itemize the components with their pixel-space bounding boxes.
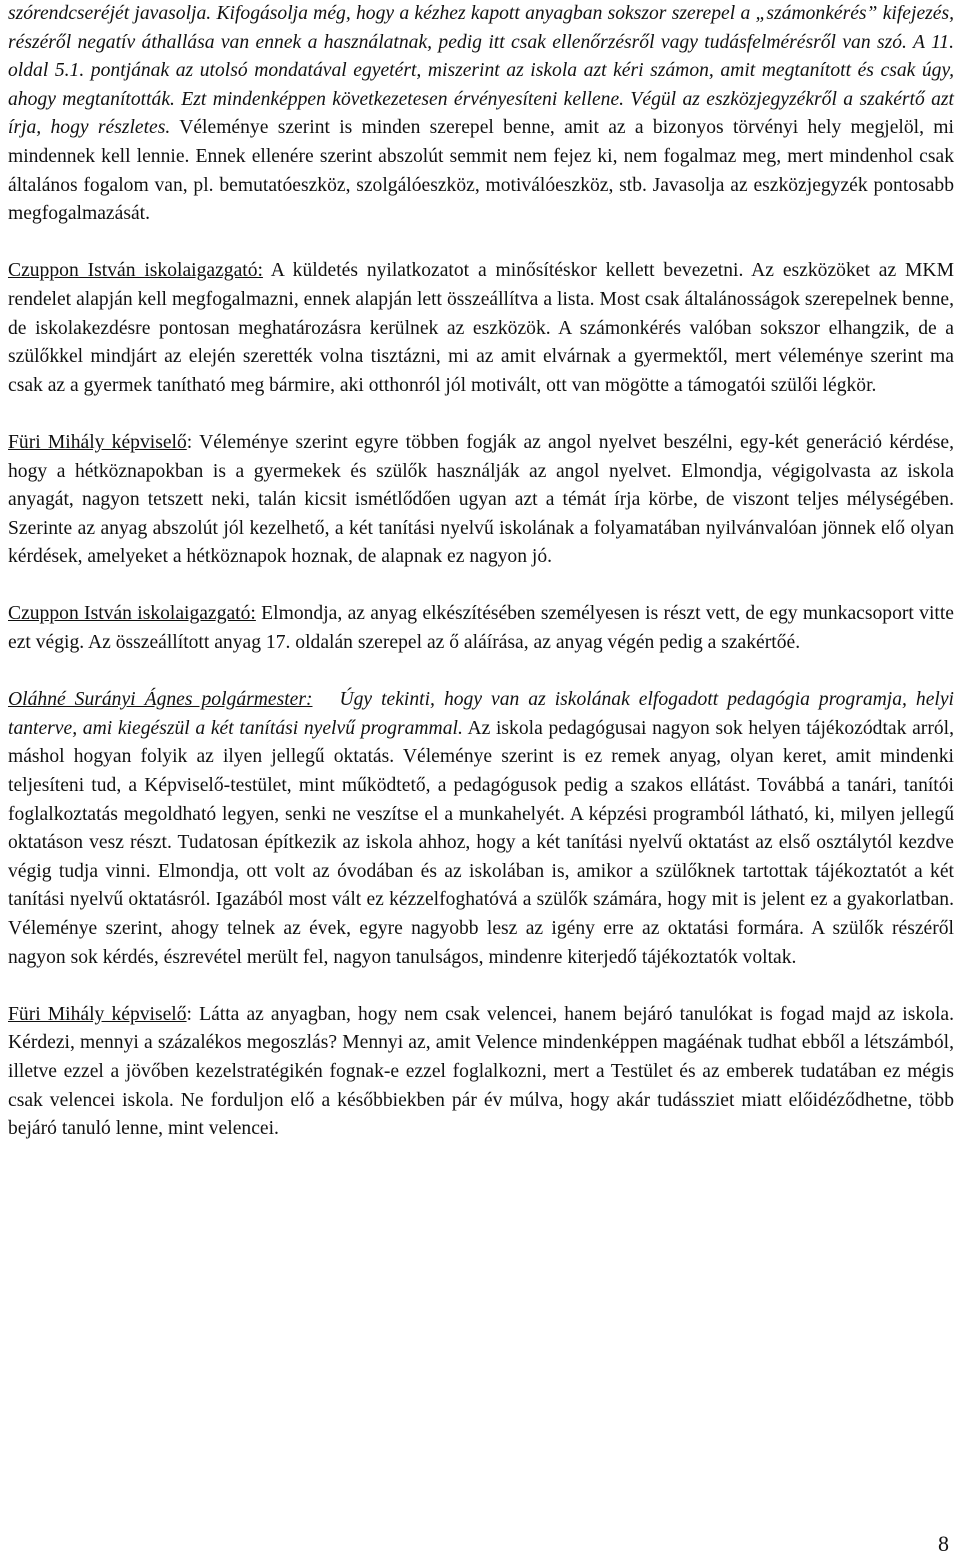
speaker-suffix: : — [186, 1003, 192, 1025]
paragraph-continuation — [8, 0, 954, 229]
paragraph-furi-1 — [8, 429, 954, 572]
speaker-name: Czuppon István iskolaigazgató: — [8, 260, 263, 282]
paragraph-text-italic: szórendcseréjét javasolja. Kifogásolja még, hogy a kézhez kapott anyagban sokszor szerepel a „számonkérés” kifejezés, részéről negatív áthallása van ennek a használatnak, pedig itt csak ellenőrzésről vagy tudásfelmérésről van szó. A 11. oldal 5.1. pontjának az utolsó mondatával egyetért, miszerint az iskola azt kéri számon, amit megtanított és csak úgy, ahogy megtanították. Ezt mindenképpen következetesen érvényesíteni kellene. Végül az eszközjegyzékről a szakértő azt írja, hogy részletes. — [8, 3, 954, 139]
speaker-name: Czuppon István iskolaigazgató: — [8, 603, 256, 625]
speaker-suffix: : — [186, 431, 193, 453]
speaker-name: Füri Mihály képviselő — [8, 1003, 187, 1025]
speaker-name: Füri Mihály képviselő — [8, 431, 187, 453]
paragraph-text: Elmondja, az anyag elkészítésében személyesen is részt vett, de egy munkacsoport vitte ezt végig. Az összeállított anyag 17. oldalán szerepel az ő aláírása, az anyag végén pedig a szakértőé. — [8, 603, 954, 654]
paragraph-text: Látta az anyagban, hogy nem csak velencei, hanem bejáró tanulókat is fogad majd az iskola. Kérdezi, mennyi a százalékos megoszlás? Mennyi az, amit Velence mindenképpen magáénak tudhat ebből a létszámból, illetve ezzel a jövőben kezelstratégikén fognak-e ezzel foglalkozni, mert a Testület és az emberek tudatában ez mégis csak velencei iskola. Ne forduljon elő a későbbiekben pár év múlva, hogy akár tudássziet miatt előidéződhetne, több bejáró tanuló lenne, mint velencei. — [8, 1003, 954, 1140]
page-number: 8 — [938, 1531, 949, 1556]
paragraph-text: Az iskola pedagógusai nagyon sok helyen tájékozódtak arról, máshol hogyan folyik az ilyen jellegű oktatás. Véleménye szerint is ez remek anyag, olyan keret, amit mindenki teljesíteni tud, a Képviselő-testület, mint működtető, a pedagógusok pedig a szakos ellátást. Továbbá a tanári, tanítói foglalkoztatás megoldható legyen, senki ne veszítse el a munkahelyét. A képzési programból látható, ki, milyen jellegű oktatáson vesz részt. Tudatosan építkezik az iskola ahhoz, hogy a két tanítási nyelvű oktatást az első osztálytól kezdve végig tudja vinni. Elmondja, ott volt az óvodában és az iskolában is, amikor a szülőknek tartottak tájékoztatót a két tanítási nyelvű oktatásról. Igazából most vált ez kézzelfoghatóvá a szülők számára, hogy mit is jelent ez a gyakorlatban. Véleménye szerint, ahogy telnek az évek, egyre nagyobb lesz az igény erre az oktatási formára. A szülők részéről nagyon sok kérdés, észrevétel merült fel, nagyon tanulságos, mindenre kiterjedő tájékoztatók voltak. — [8, 717, 954, 968]
paragraph-text-italic: Úgy tekinti, hogy van az iskolának elfogadott pedagógia programja, helyi tanterve, ami kiegészül a két tanítási nyelvű programmal. — [8, 689, 959, 739]
paragraph-olahne — [8, 686, 959, 972]
paragraph-furi-2 — [8, 1001, 954, 1144]
paragraph-text: Véleménye szerint egyre többen fogják az angol nyelvet beszélni, egy-két generáció kérdése, hogy a hétköznapokban is a gyermekek és szülők használják az angol nyelvet. Elmondja, végigolvasta az iskola anyagát, nagyon tetszett neki, talán kicsit ismétlődően ugyan azt a témát írja körbe, de viszont teljes mélységében. Szerinte az anyag abszolút jól kezelhető, a két tanítási nyelvű iskolának a folyamatában nyilvánvalóan jönnek elő olyan kérdések, amelyeket a hétköznapok hoznak, de alapnak ez nagyon jó. — [8, 431, 955, 568]
paragraph-text: Véleménye szerint is minden szerepel benne, amit az a bizonyos törvényi hely megjelöl, mi mindennek kell lennie. Ennek ellenére szerint abszolút semmit nem fejez ki, nem fogalmaz meg, mert mindenhol csak általános fogalom van, pl. bemutatóeszköz, szolgálóeszköz, motiválóeszköz, stb. Javasolja az eszközjegyzék pontosabb megfogalmazását. — [8, 117, 954, 225]
paragraph-czuppon-2 — [8, 600, 954, 657]
document-page — [8, 0, 959, 1144]
paragraph-text: A küldetés nyilatkozatot a minősítéskor kellett bevezetni. Az eszközöket az MKM rendelet alapján kell megfogalmazni, ennek alapján lett összeállítva a lista. Most csak általánosságok szerepelnek benne, de iskolakezdésre pontosan meghatározásra kerülnek az eszközök. A számonkérés valóban sokszor elhangzik, de a szülőkkel mindjárt az elején szerették volna tisztázni, mi az amit elvárnak a gyermektől, mert véleménye szerint ma csak az a gyermek tanítható meg bármire, aki otthonról jól motivált, ott van mögötte a támogatói szülői légkör. — [8, 260, 955, 396]
paragraph-czuppon-1 — [8, 257, 954, 400]
speaker-name: Oláhné Surányi Ágnes polgármester: — [8, 689, 313, 711]
